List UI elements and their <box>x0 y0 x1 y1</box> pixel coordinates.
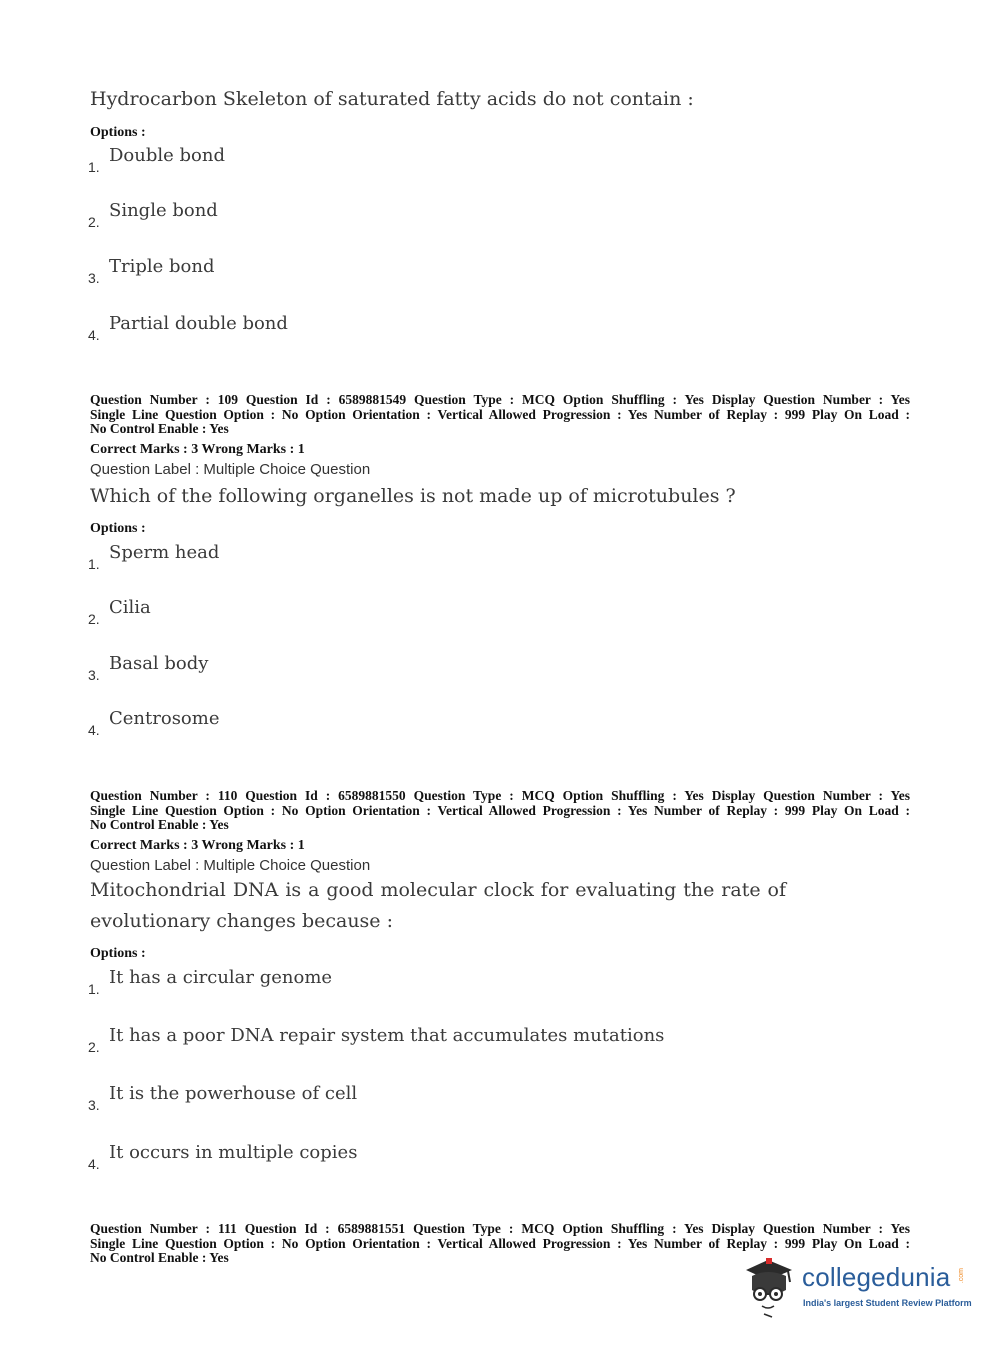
question-meta-line: Question Number : 110 Question Id : 6589881550 Question Type : MCQ Option Shuffling : Yes Display Question Number : Yes <box>90 788 910 803</box>
option-text: Basal body <box>109 653 209 674</box>
option-number: 2. <box>88 611 100 627</box>
collegedunia-logo <box>742 1256 972 1318</box>
mascot-icon <box>742 1256 802 1318</box>
option-number: 1. <box>88 159 100 175</box>
question-label: Question Label : Multiple Choice Question <box>90 857 371 874</box>
option-text: Double bond <box>109 145 225 166</box>
option-number: 4. <box>88 327 100 343</box>
option-number: 3. <box>88 270 100 286</box>
option-number: 2. <box>88 1039 100 1055</box>
question-text: Hydrocarbon Skeleton of saturated fatty acids do not contain : <box>90 88 694 110</box>
option-text: Centrosome <box>109 708 220 729</box>
option-item <box>88 313 788 347</box>
question-meta-line: No Control Enable : Yes <box>90 1250 229 1265</box>
question-text: Which of the following organelles is not made up of microtubules ? <box>90 485 736 507</box>
option-text: Cilia <box>109 597 151 618</box>
option-item <box>88 967 788 1001</box>
option-item <box>88 708 788 742</box>
question-meta-line: No Control Enable : Yes <box>90 817 229 832</box>
option-text: Single bond <box>109 200 218 221</box>
option-number: 4. <box>88 722 100 738</box>
option-item <box>88 1083 788 1117</box>
option-text: It has a circular genome <box>109 967 333 988</box>
option-number: 3. <box>88 667 100 683</box>
question-meta-line: No Control Enable : Yes <box>90 421 229 436</box>
option-item <box>88 256 788 290</box>
marks-info: Correct Marks : 3 Wrong Marks : 1 <box>90 442 305 457</box>
question-text-line: evolutionary changes because : <box>90 910 393 932</box>
option-number: 2. <box>88 214 100 230</box>
question-meta-line: Single Line Question Option : No Option Orientation : Vertical Allowed Progression : Yes Number of Replay : 999 Play On Load : <box>90 1235 910 1251</box>
option-number: 3. <box>88 1097 100 1113</box>
question-label: Question Label : Multiple Choice Question <box>90 461 371 478</box>
logo-dotcom-text: .com <box>958 1268 965 1284</box>
options-label: Options : <box>90 946 146 961</box>
option-text: It has a poor DNA repair system that accumulates mutations <box>109 1025 665 1046</box>
question-meta-line: Single Line Question Option : No Option Orientation : Vertical Allowed Progression : Yes Number of Replay : 999 Play On Load : <box>90 802 910 818</box>
option-text: Triple bond <box>109 256 215 277</box>
options-label: Options : <box>90 125 146 140</box>
option-text: It occurs in multiple copies <box>109 1142 358 1163</box>
option-item <box>88 597 788 631</box>
logo-brand-text: collegedunia <box>802 1262 951 1292</box>
question-meta-line: Question Number : 109 Question Id : 6589881549 Question Type : MCQ Option Shuffling : Yes Display Question Number : Yes <box>90 392 910 407</box>
option-item <box>88 542 788 576</box>
option-text: Sperm head <box>109 542 220 563</box>
option-item <box>88 145 788 179</box>
option-item <box>88 653 788 687</box>
option-number: 4. <box>88 1156 100 1172</box>
question-meta-line: Question Number : 111 Question Id : 6589881551 Question Type : MCQ Option Shuffling : Yes Display Question Number : Yes <box>90 1221 910 1236</box>
option-item <box>88 1142 788 1176</box>
options-label: Options : <box>90 521 146 536</box>
logo-tagline: India's largest Student Review Platform <box>803 1298 972 1308</box>
option-text: Partial double bond <box>109 313 288 334</box>
option-item <box>88 1025 788 1059</box>
question-text-line: Mitochondrial DNA is a good molecular clock for evaluating the rate of <box>90 879 786 901</box>
question-meta-line: Single Line Question Option : No Option Orientation : Vertical Allowed Progression : Yes Number of Replay : 999 Play On Load : <box>90 406 910 422</box>
option-number: 1. <box>88 556 100 572</box>
marks-info: Correct Marks : 3 Wrong Marks : 1 <box>90 838 305 853</box>
option-item <box>88 200 788 234</box>
option-text: It is the powerhouse of cell <box>109 1083 358 1104</box>
option-number: 1. <box>88 981 100 997</box>
